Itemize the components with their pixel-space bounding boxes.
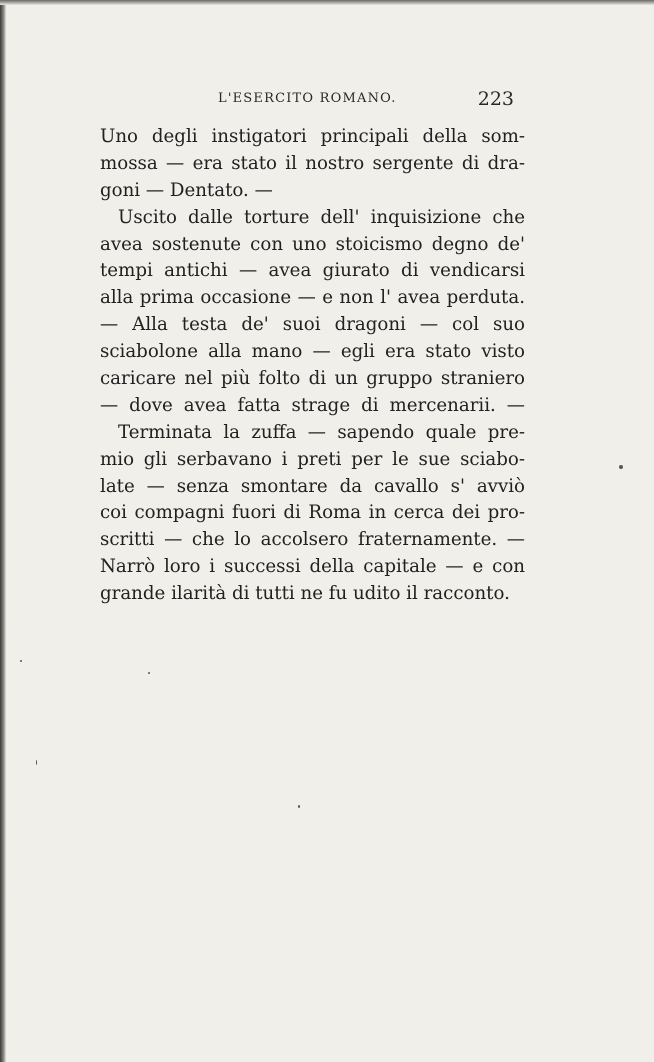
paper-speck bbox=[148, 672, 150, 674]
running-head: L'ESERCITO ROMANO. bbox=[218, 91, 397, 106]
page-number: 223 bbox=[477, 88, 514, 110]
text-line: mossa — era stato il nostro sergente di dra- bbox=[100, 152, 525, 174]
text-line: Terminata la zuffa — sapendo quale pre- bbox=[118, 421, 525, 443]
text-line: avea sostenute con uno stoicismo degno de' bbox=[100, 233, 525, 255]
paper-speck bbox=[20, 660, 22, 662]
body-text bbox=[100, 124, 525, 608]
text-line: Uno degli instigatori principali della som- bbox=[100, 126, 525, 147]
text-line: goni — Dentato. — bbox=[100, 179, 273, 201]
text-line: caricare nel più folto di un gruppo straniero bbox=[100, 368, 525, 390]
text-line: — Alla testa de' suoi dragoni — col suo bbox=[100, 314, 525, 336]
page-binding-shadow bbox=[0, 0, 6, 1062]
text-line: coi compagni fuori di Roma in cerca dei pro- bbox=[100, 502, 525, 524]
text-line: sciabolone alla mano — egli era stato visto bbox=[100, 341, 525, 363]
paper-speck bbox=[36, 760, 37, 765]
paper-speck bbox=[298, 805, 300, 808]
text-line: Uscito dalle torture dell' inquisizione che bbox=[118, 206, 525, 228]
paper-speck bbox=[619, 465, 623, 469]
text-line: alla prima occasione — e non l' avea perduta. bbox=[100, 287, 525, 309]
text-line: late — senza smontare da cavallo s' avviò bbox=[100, 475, 525, 497]
text-line: Narrò loro i successi della capitale — e con bbox=[100, 556, 525, 578]
page-header bbox=[100, 88, 516, 112]
text-line: mio gli serbavano i preti per le sue sciabo- bbox=[100, 448, 525, 470]
text-line: scritti — che lo accolsero fraternamente. — bbox=[100, 529, 525, 551]
text-line: grande ilarità di tutti ne fu udito il racconto. bbox=[100, 583, 510, 605]
text-line: tempi antichi — avea giurato di vendicarsi bbox=[100, 260, 525, 282]
page-top-edge bbox=[0, 0, 654, 5]
text-line: — dove avea fatta strage di mercenarii. — bbox=[100, 394, 525, 416]
